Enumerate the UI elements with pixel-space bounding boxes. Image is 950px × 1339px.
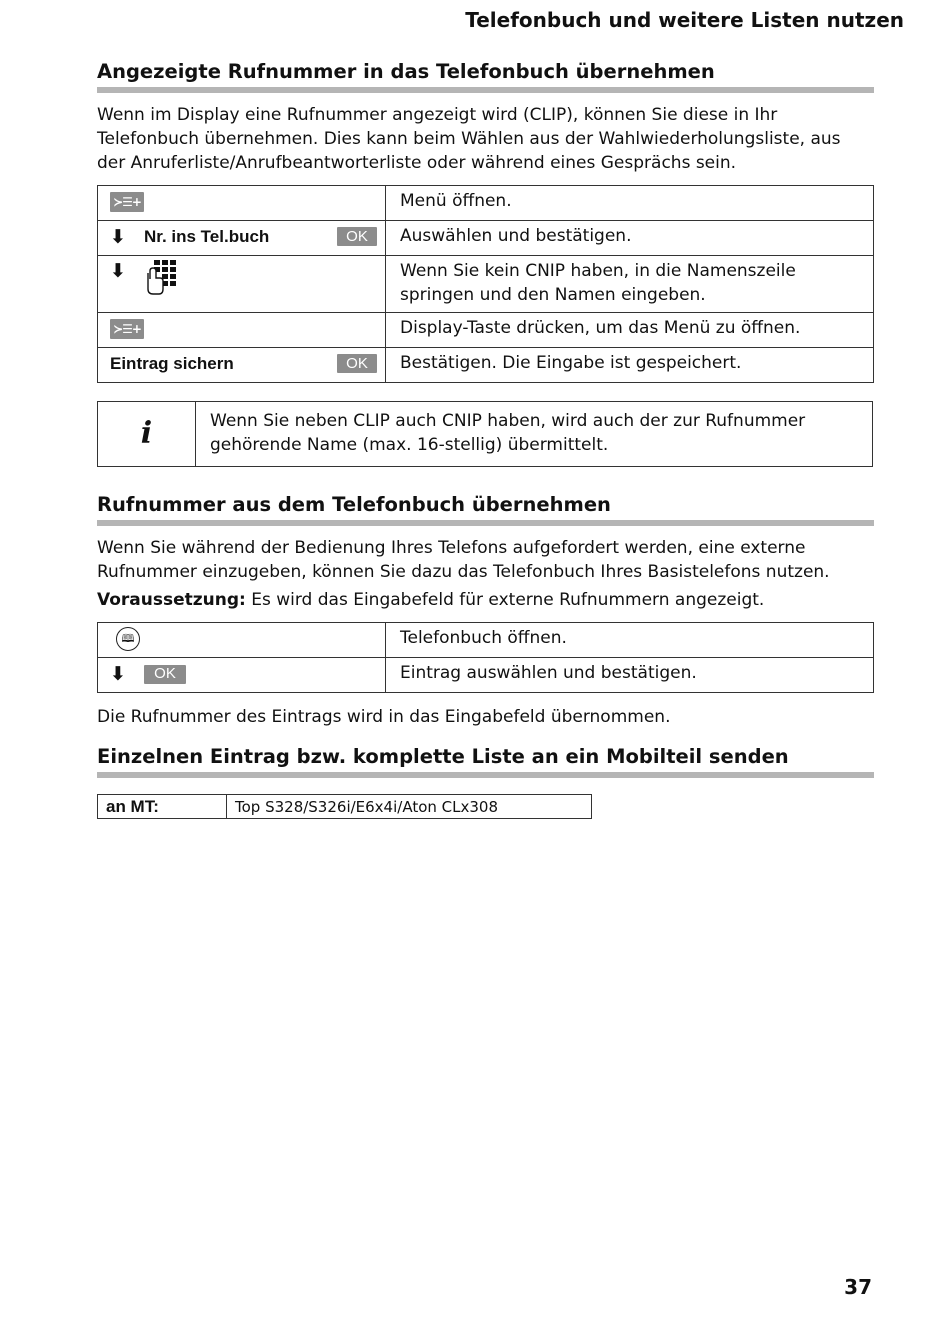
section-outro: Die Rufnummer des Eintrags wird in das Eingabefeld übernommen. [97, 707, 671, 727]
field-value: Top S328/S326i/E6x4i/Aton CLx308 [227, 795, 592, 819]
ok-key-icon: OK [337, 227, 377, 246]
steps-table [97, 185, 874, 383]
table-row [98, 658, 874, 693]
display-field [97, 794, 592, 819]
table-row [98, 186, 874, 221]
arrow-down-icon: ⬇ [110, 260, 126, 282]
info-note [97, 401, 873, 467]
step-description: Menü öffnen. [386, 186, 874, 221]
step-description: Auswählen und bestätigen. [386, 221, 874, 256]
menu-entry-label: Nr. ins Tel.buch [144, 227, 270, 246]
ok-key-icon: OK [337, 354, 377, 373]
section-title-from-phonebook: Rufnummer aus dem Telefonbuch übernehmen [97, 493, 874, 526]
section-title-send-to-handset: Einzelnen Eintrag bzw. komplette Liste an ein Mobilteil senden [97, 745, 874, 778]
page-content [97, 60, 874, 819]
step-description: Wenn Sie kein CNIP haben, in die Namenszeile springen und den Namen eingeben. [386, 256, 874, 313]
arrow-down-icon: ⬇ [110, 226, 126, 248]
page-number: 37 [844, 1275, 872, 1299]
field-label: an MT: [98, 795, 227, 819]
section-intro: Wenn Sie während der Bedienung Ihres Telefons aufgefordert werden, eine externe Rufnummer einzugeben, können Sie dazu das Telefonbuch Ihres Basistelefons nutzen. [97, 538, 830, 582]
steps-table [97, 622, 874, 693]
table-row [98, 256, 874, 313]
table-row [98, 221, 874, 256]
running-head: Telefonbuch und weitere Listen nutzen [465, 8, 904, 32]
menu-entry-label: Eintrag sichern [110, 354, 234, 373]
section-intro: Wenn im Display eine Rufnummer angezeigt wird (CLIP), können Sie diese in Ihr Telefonbuch übernehmen. Dies kann beim Wählen aus der Wahlwiederholungsliste, aus der Anruferliste/Anrufbeantworterliste oder während eines Gesprächs sein. [97, 105, 841, 173]
menu-key-icon: ≻☰+ [110, 192, 144, 212]
step-description: Telefonbuch öffnen. [386, 623, 874, 658]
prerequisite [97, 588, 874, 612]
ok-key-icon: OK [144, 665, 186, 684]
step-description: Display-Taste drücken, um das Menü zu öffnen. [386, 313, 874, 348]
prerequisite-label: Voraussetzung: [97, 590, 246, 610]
keypad-icon [144, 259, 180, 295]
prerequisite-text: Es wird das Eingabefeld für externe Rufnummern angezeigt. [245, 590, 765, 610]
step-description: Eintrag auswählen und bestätigen. [386, 658, 874, 693]
table-row [98, 623, 874, 658]
info-icon: i [98, 402, 196, 467]
table-row [98, 348, 874, 383]
table-row [98, 313, 874, 348]
note-text: Wenn Sie neben CLIP auch CNIP haben, wird auch der zur Rufnummer gehörende Name (max. 16-stellig) übermittelt. [196, 402, 873, 467]
section-title-copy-number: Angezeigte Rufnummer in das Telefonbuch übernehmen [97, 60, 874, 93]
phonebook-key-icon: 🕮 [116, 627, 140, 651]
menu-key-icon: ≻☰+ [110, 319, 144, 339]
step-description: Bestätigen. Die Eingabe ist gespeichert. [386, 348, 874, 383]
arrow-down-icon: ⬇ [110, 663, 126, 685]
